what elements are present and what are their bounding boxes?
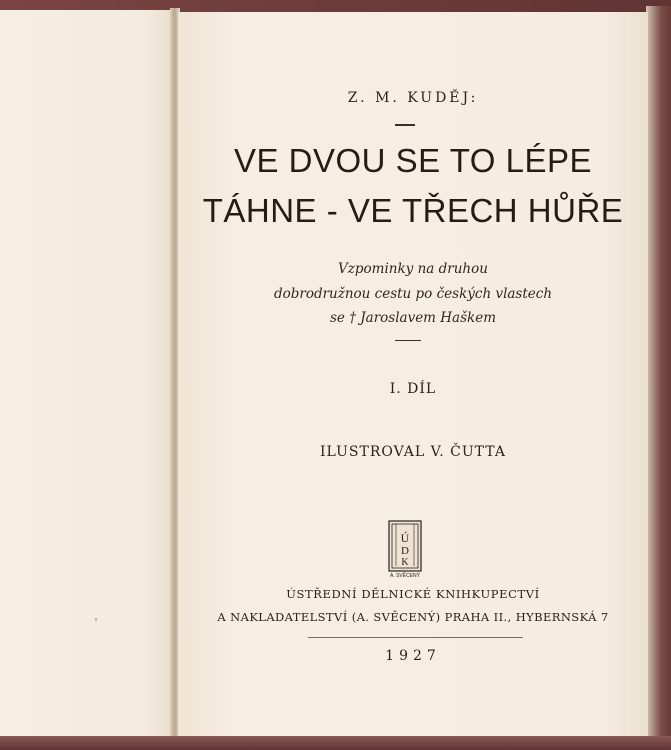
svg-text:Ú: Ú	[400, 531, 410, 545]
divider-long	[308, 637, 523, 638]
publisher-logo	[388, 520, 422, 580]
subtitle-line-1: Vzpominky na druhou	[338, 261, 488, 277]
author: Z. M. KUDĚJ:	[347, 90, 479, 106]
paper-speck	[95, 618, 97, 621]
publication-year: 1927	[385, 648, 441, 664]
title-line-1: VE DVOU SE TO LÉPE	[233, 142, 593, 179]
left-page	[0, 10, 172, 738]
publisher-line-2: A NAKLADATELSTVÍ (A. SVĚCENÝ) PRAHA II., HYBERNSKÁ 7	[217, 610, 609, 624]
title-line-2: TÁHNE - VE TŘECH HŮŘE	[202, 192, 624, 229]
subtitle-line-2: dobrodružnou cestu po českých vlastech	[273, 286, 553, 302]
svg-text:K: K	[401, 557, 409, 568]
title-page	[178, 12, 648, 736]
publisher-line-1: ÚSTŘEDNÍ DĚLNICKÉ KNIHKUPECTVÍ	[286, 587, 540, 601]
page-edge	[646, 6, 671, 750]
binding-bottom	[0, 736, 671, 750]
divider-short	[395, 124, 415, 126]
svg-text:D: D	[401, 545, 409, 557]
subtitle-line-3: se † Jaroslavem Haškem	[329, 310, 496, 326]
logo-label: A. SVĚCENÝ	[389, 573, 420, 579]
publisher-seal-icon	[388, 520, 422, 572]
illustrator-credit: ILUSTROVAL V. ČUTTA	[320, 444, 506, 460]
volume-label: I. DÍL	[389, 381, 437, 397]
divider-small	[395, 340, 421, 341]
